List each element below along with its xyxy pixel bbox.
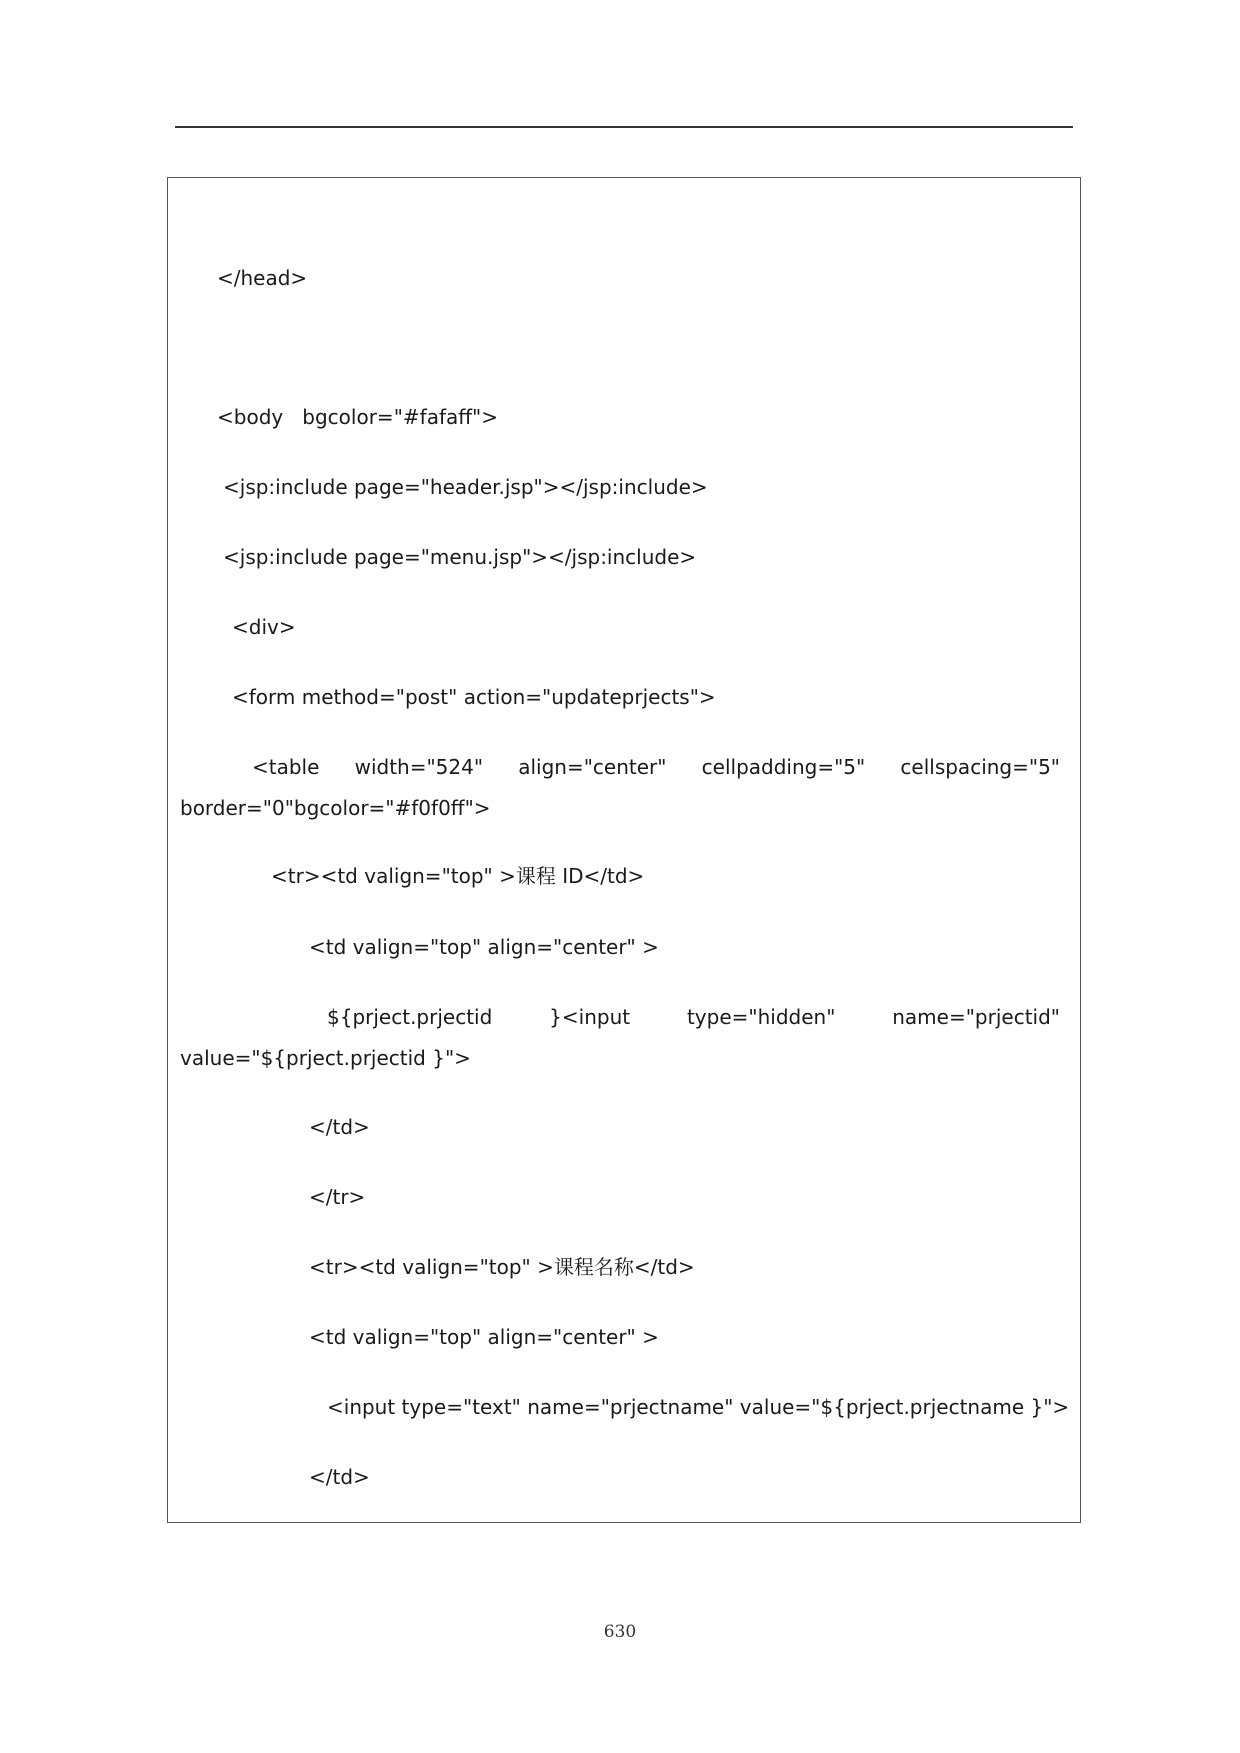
- code-line: border="0"bgcolor="#f0f0ff">: [180, 796, 491, 820]
- code-line: value="${prject.prjectid }">: [180, 1046, 471, 1070]
- code-line: <td valign="top" align="center" >: [309, 935, 659, 959]
- code-line: </td>: [309, 1465, 370, 1489]
- header-rule: [175, 126, 1073, 128]
- code-line: </head>: [217, 266, 308, 290]
- code-listing-box: [167, 177, 1081, 1523]
- code-line: <jsp:include page="menu.jsp"></jsp:include>: [223, 545, 697, 569]
- code-line: <input type="text" name="prjectname" value="${prject.prjectname }">: [327, 1395, 1070, 1419]
- code-line: <tr><td valign="top" >课程 ID</td>: [271, 864, 645, 888]
- code-line: <jsp:include page="header.jsp"></jsp:include>: [223, 475, 708, 499]
- code-token: cellpadding="5": [701, 755, 866, 779]
- code-token: }<input: [549, 1005, 631, 1029]
- code-line: <td valign="top" align="center" >: [309, 1325, 659, 1349]
- code-token: <table: [252, 755, 320, 779]
- code-line: </tr>: [309, 1185, 366, 1209]
- code-line: <body bgcolor="#fafaff">: [217, 405, 498, 429]
- code-line: <form method="post" action="updateprjects">: [232, 685, 716, 709]
- code-token: ${prject.prjectid: [327, 1005, 493, 1029]
- code-token: type="hidden": [686, 1005, 836, 1029]
- code-line: <div>: [232, 615, 296, 639]
- code-token: name="prjectid": [892, 1005, 1060, 1029]
- code-line-justified: [327, 1005, 1060, 1029]
- code-token: width="524": [354, 755, 484, 779]
- code-token: align="center": [518, 755, 667, 779]
- code-line: </td>: [309, 1115, 370, 1139]
- page-number: 630: [603, 1622, 637, 1642]
- code-line-justified: [252, 755, 1060, 779]
- code-line: <tr><td valign="top" >课程名称</td>: [309, 1255, 695, 1279]
- code-token: cellspacing="5": [900, 755, 1060, 779]
